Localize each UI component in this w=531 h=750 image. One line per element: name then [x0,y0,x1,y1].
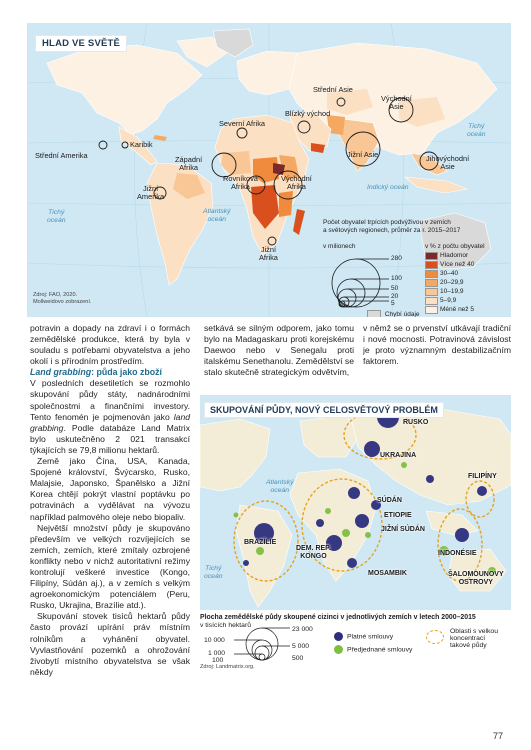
label-sudan: SÚDÁN [377,497,402,504]
label-atlantic: Atlantský oceán [203,208,231,223]
legend-circle-value: 280 [391,255,402,262]
legend-class-label: Více než 40 [440,261,475,268]
label-ukraine: UKRAJINA [380,452,417,459]
hunger-map [27,23,511,317]
text-column-2: setkává se silným odporem, jako tomu bylo na Madagaskaru proti korejskému Daewoo nebo v Senegalu proti italskému Senethanolu. Zemědělství se stalo skutečně strategickým odvětvím, [204,323,354,378]
no-data-swatch [367,310,381,317]
circle-central-america [99,141,107,149]
label-central-asia: Střední Asie [313,85,353,94]
legend-class-label: 5–9,9 [440,297,457,304]
map2-title: SKUPOVÁNÍ PŮDY, NOVÝ CELOSVĚTOVÝ PROBLÉM [204,402,444,418]
label-south-asia: Jižní Asie [347,150,379,159]
paragraph: potravin a dopady na zdraví i o formách zemědělské produkce, která by byla v souladu s potřebami obyvatelstva a jeho okolí i s přírodním prostředím. [30,323,190,367]
paragraph: Největší množství půdy je skupováno především ve velkých rozvíjejících se zemích, zemích, které zmítaly ozbrojené konflikty nebo v nichž autoritativní režimy kontrolují veškeré investice (Kongo, Filipíny, Súdán aj.), a v zemích s velkým agroekonomickým potenciálem (Peru, Rusko, Ukrajina, Brazílie atd.). [30,522,190,611]
legend-class-label: 20–29,9 [440,279,464,286]
text-column-3: v němž se o prvenství utkávají tradiční i nové mocnosti. Potravinová závislost je proto významným destabilizačním faktorem. [363,323,511,367]
label-south-sudan: JIŽNÍ SÚDÁN [381,526,425,533]
legend-class [425,306,474,315]
label-atlantic: Atlantský oceán [266,479,294,494]
label-pacific: Tichý oceán [204,565,223,580]
legend-class-label: Hladomor [440,252,469,259]
legend-circle-value: 100 [391,275,402,282]
valid-circle-sudan [348,487,360,499]
label-philippines: FILIPÍNY [468,473,497,480]
prelim-dot-icon [334,645,343,654]
legend-circle-value: 5 [391,300,395,307]
label-south-america: Jižní Amerika [137,184,165,202]
legend-swatch [425,288,438,296]
label-indian-ocean: Indický oceán [367,184,409,191]
label-brazil: BRAZÍLIE [244,539,277,546]
legend2-circles [232,626,292,662]
map1-title: HLAD VE SVĚTĚ [35,35,127,52]
legend2-valid: Platné smlouvy [334,632,393,641]
legend-class [425,288,464,297]
legend-swatch [425,270,438,278]
label-solomon-islands: ŠALOMOUNOVY OSTROVY [448,571,504,586]
legend-class [425,279,464,288]
south-america-land [236,505,292,607]
land-grab-map [200,395,511,610]
legend-class [425,261,474,270]
legend-unit: v milionech [323,243,356,250]
land-grab-legend [200,614,511,674]
legend2-source: Zdroj: Landmatrix.org. [200,664,255,670]
label-middle-east: Blízký východ [285,109,331,118]
valid-circle-ukraine [364,441,380,457]
legend2-value: 100 [212,657,224,664]
north-america-land [200,419,270,491]
legend-circle-value: 50 [391,285,399,292]
prelim-circle [325,508,331,514]
label-pacific-left: Tichý oceán [47,209,66,224]
legend-swatch [425,279,438,287]
prelim-circle [234,513,239,518]
label-equatorial-africa: Rovníková Afrika [223,174,258,192]
legend-class-label: Méně než 5 [440,306,474,313]
paragraph: V posledních desetiletích se rozmohlo skupování půdy státy, nadnárodními společnostmi a finančními investory. Tento fenomén je pojmenován jako land grabbing. Podle databáze Land Matrix bylo uskutečněno 2 021 transakcí týkajících se 79,8 milionu hektarů. [30,378,191,455]
hunger-legend [323,219,509,317]
prelim-circle [401,462,407,468]
legend-title-1: Počet obyvatel trpících podvýživou v zemích [323,219,451,226]
valid-circle [316,519,324,527]
concentration-area-icon [426,630,444,644]
legend2-unit: v tisících hektarů [200,622,251,629]
label-indonesia: INDONÉSIE [438,550,477,557]
legend2-value: 5 000 [292,643,310,650]
legend-class-label: 30–40 [440,270,459,277]
legend2-areas: Oblasti s velkou koncentrací takové půdy [426,628,498,649]
valid-dot-icon [334,632,343,641]
southeast-asia-land [426,511,478,535]
valid-circle-philippines [477,486,487,496]
page-number: 77 [493,731,504,741]
map1-source: Zdroj: FAO, 2020. Mollweidovo zobrazení. [33,292,92,305]
north-america-land [47,45,202,135]
label-west-africa: Západní Afrika [175,155,203,173]
label-east-africa: Východní Afrika [281,174,312,192]
legend-swatch [425,297,438,305]
paragraph: Skupování stovek tisíců hektarů půdy často provází upírání práv místním rolníkům a vyhánění obyvatel. Vyvlastňování pozemků a ohrožování živobytí místního obyvatelstva se však někdy [30,611,190,677]
prelim-circle [256,547,264,555]
valid-circle [426,475,434,483]
valid-circle-mozambique [347,558,357,568]
label-southeast-asia: Jihovýchodní Asie [426,154,470,172]
label-north-africa: Severní Afrika [219,119,266,128]
label-mozambique: MOSAMBIK [368,570,407,577]
valid-circle [243,560,249,566]
label-ethiopia: ETIOPIE [384,512,412,519]
legend2-value: 23 000 [292,626,313,633]
legend-swatch [425,261,438,269]
legend-no-data: Chybí údaje [367,310,420,317]
legend-class [425,297,456,306]
label-caribbean: Karibik [130,140,153,149]
label-south-africa: Jižní Afrika [259,245,278,263]
section-heading: Land grabbing: půda jako zboží [30,367,162,378]
legend2-title: Plocha zemědělské půdy skoupené cizinci v jednotlivých zemích v letech 2000–2015 [200,614,476,621]
label-russia: RUSKO [403,419,429,426]
legend2-value: 500 [292,655,304,662]
legend2-prelim: Předjednané smlouvy [334,645,412,654]
prelim-circle [365,532,371,538]
legend-class-label: 10–19,9 [440,288,464,295]
label-pacific-right: Tichý oceán [467,123,486,138]
legend-class [425,252,468,261]
legend-swatch [425,306,438,314]
valid-circle-south-sudan [355,514,369,528]
paragraph: Země jako Čína, USA, Kanada, Spojené království, Švýcarsko, Rusko, Malajsie, Japonsko, Španělsko a Jižní Korea chtějí pokrýt vlastní poptávku po potravinách a vydělávat na vývozu například palmového oleje nebo biopaliv. [30,456,190,522]
legend-percent-title: v % z počtu obyvatel [425,243,485,250]
label-congo: DEM. REP. KONGO [296,545,331,560]
label-central-america: Střední Amerika [35,151,88,160]
legend-swatch [425,252,438,260]
legend-circle-value: 20 [391,293,399,300]
legend2-value: 10 000 [204,637,225,644]
legend-title-2: a světových regionech, průměr za r. 2015–2017 [323,227,461,234]
valid-circle-indonesia [455,528,469,542]
legend2-value: 1 000 [208,650,226,657]
text-column-1 [30,323,190,678]
legend-class [425,270,458,279]
prelim-circle [342,529,350,537]
label-east-asia: Východní Asie [381,94,412,112]
